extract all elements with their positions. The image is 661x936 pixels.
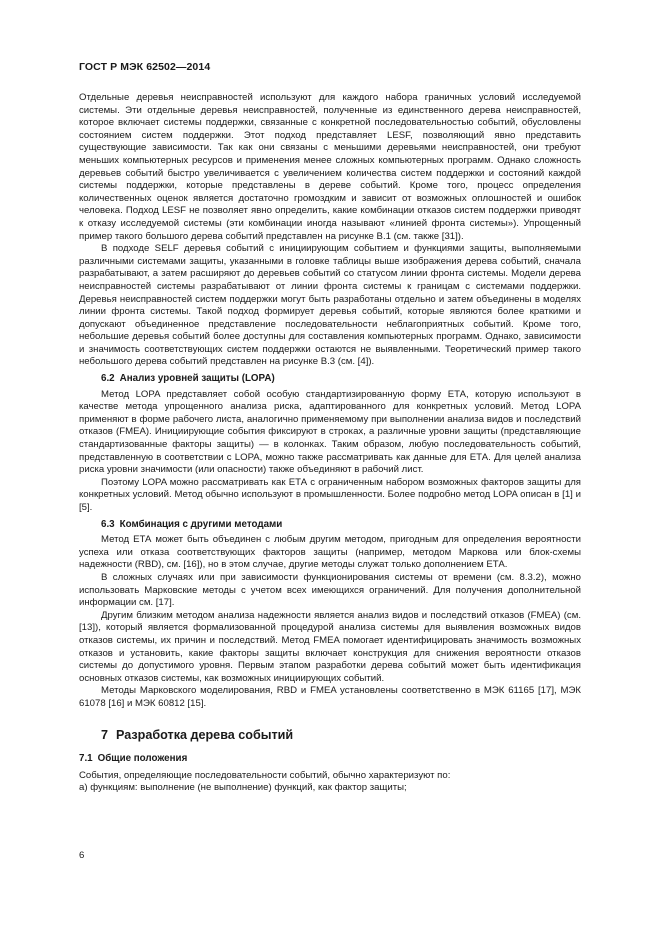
paragraph-events-intro: События, определяющие последовательности событий, обычно характеризуют по: xyxy=(79,769,451,781)
section-heading-6-2 xyxy=(101,373,581,386)
paragraph-eta-combination: Метод ЕТА может быть объединен с любым другим методом, пригодным для определения вероятности успеха или отказа соответствующих факторов защиты (например, методом Маркова или блок-схемы надежности (RBD), см. [16]), но в этом случае, другие методы служат только дополнением ЕТА. xyxy=(79,534,581,571)
paragraph-fmea: Другим близким методом анализа надежности является анализ видов и последствий отказов (FMEA) (см. [13]), который является формализованной процедурой анализа системы для выявления возможных видов отказов системы, их причин и последствий. Метод FMEA помогает идентифицировать значимость возможных отказов и установить, какие факторы защиты включает конструкция для снижения вероятности отказов системы до допустимого уровня. Первым этапом разработки дерева событий может быть идентификация основных отказов системы, как возможных инициирующих событий. xyxy=(79,609,581,684)
section-number: 6.2 xyxy=(101,373,115,385)
section-heading-6-3 xyxy=(101,519,581,532)
section-title: Комбинация с другими методами xyxy=(119,518,283,530)
section-number: 7.1 xyxy=(79,753,93,765)
paragraph-standards: Методы Марковского моделирования, RBD и FMEA установлены соответственно в МЭК 61165 [17], МЭК 61078 [16] и МЭК 60812 [15]. xyxy=(79,685,581,709)
paragraph-lesf: Отдельные деревья неисправностей используют для каждого набора граничных условий исследуемой системы. Эти отдельные деревья неисправностей, полученные из единственного дерева неисправностей, которое включает системы поддержки, связанные с конкретной последовательностью событий, обусловлены состоянием систем поддержки. Этот подход представляет LESF, позволяющий явно представить существующие зависимости. Так как они связаны с меньшими деревьями неисправностей, они требуют меньших компьютерных ресурсов и применения менее сложных компьютерных программ. Однако сложность деревьев событий быстро увеличивается с увеличением количества систем поддержки и состояний каждой системы поддержки, которые представлены в дереве событий. Кроме того, процесс определения количественных оценок является достаточно громоздким и зависит от возможных оплошностей и ошибок человека. Подход LESF не позволяет явно определить, какие комбинации отказов систем поддержки приводят к отказу исследуемой системы (эти комбинации иногда называют «линией фронта системы»). Упрощенный пример такого большого дерева событий представлен на рисунке В.1 (см. также [31]). xyxy=(79,92,581,242)
paragraph-lopa-method: Метод LOPA представляет собой особую стандартизированную форму ЕТА, которую используют в качестве метода упрощенного анализа риска, адаптированного для конкретных условий. Метод LOPA применяют в форме рабочего листа, аналогично применяемому при выполнении анализа видов и последствий отказов (FMEA). Инициирующие события фиксируют в строках, а различные уровни защиты (представляющие стандартизованные факторы защиты) — в колонках. Таким образом, любую последовательность событий, представленную в соответствии с LOPA, можно также рассматривать как данные для ЕТА. Для целей анализа риска уровни значимости (или опасности) также объединяют в рабочий лист. xyxy=(79,388,581,476)
paragraph-markov: В сложных случаях или при зависимости функционирования системы от времени (см. 8.3.2), можно использовать Марковские методы с учетом всех имеющихся ограничений. Для получения дополнительной информации см. [17]. xyxy=(79,571,581,609)
section-heading-7 xyxy=(101,729,581,742)
paragraph-lopa-summary: Поэтому LOPA можно рассматривать как ЕТА с ограниченным набором возможных факторов защиты для конкретных условий. Метод обычно используют в промышленности. Более подробно метод LOPA описан в [1] и [5]. xyxy=(79,476,581,513)
list-item-functions: а) функциям: выполнение (не выполнение) функций, как фактор защиты; xyxy=(79,782,407,794)
section-title: Разработка дерева событий xyxy=(116,727,294,742)
section-title: Анализ уровней защиты (LOPA) xyxy=(119,373,275,385)
page-content xyxy=(79,92,581,795)
page-number: 6 xyxy=(79,850,85,861)
section-heading-7-1 xyxy=(79,753,581,766)
document-header: ГОСТ Р МЭК 62502—2014 xyxy=(79,61,211,73)
section-number: 6.3 xyxy=(101,518,115,530)
section-title: Общие положения xyxy=(97,753,188,765)
section-number: 7 xyxy=(101,727,109,742)
paragraph-self: В подходе SELF деревья событий с инициирующим событием и функциями защиты, выполняемыми различными системами защиты, указанными в головке таблицы выше изображения дерева событий, сначала разрабатывают, а затем расширяют до деревьев событий со статусом линии фронта системы. Модели дерева неисправностей системы разрабатывают от линии фронта системы к границам с системами поддержки. Деревья неисправностей систем поддержки могут быть разработаны отдельно и затем объединены в моделях линии фронта системы. Такой подход формирует деревья событий, которые являются более краткими и допускают объединенное представление последовательности неблагоприятных событий. Кроме того, небольшие деревья событий более доступны для составления компьютерных программ. Однако, зависимости и значимость соответствующих систем поддержки остаются не выявленными. Теоретический пример такого небольшого дерева событий представлен на рисунке В.3 (см. [4]). xyxy=(79,243,581,368)
